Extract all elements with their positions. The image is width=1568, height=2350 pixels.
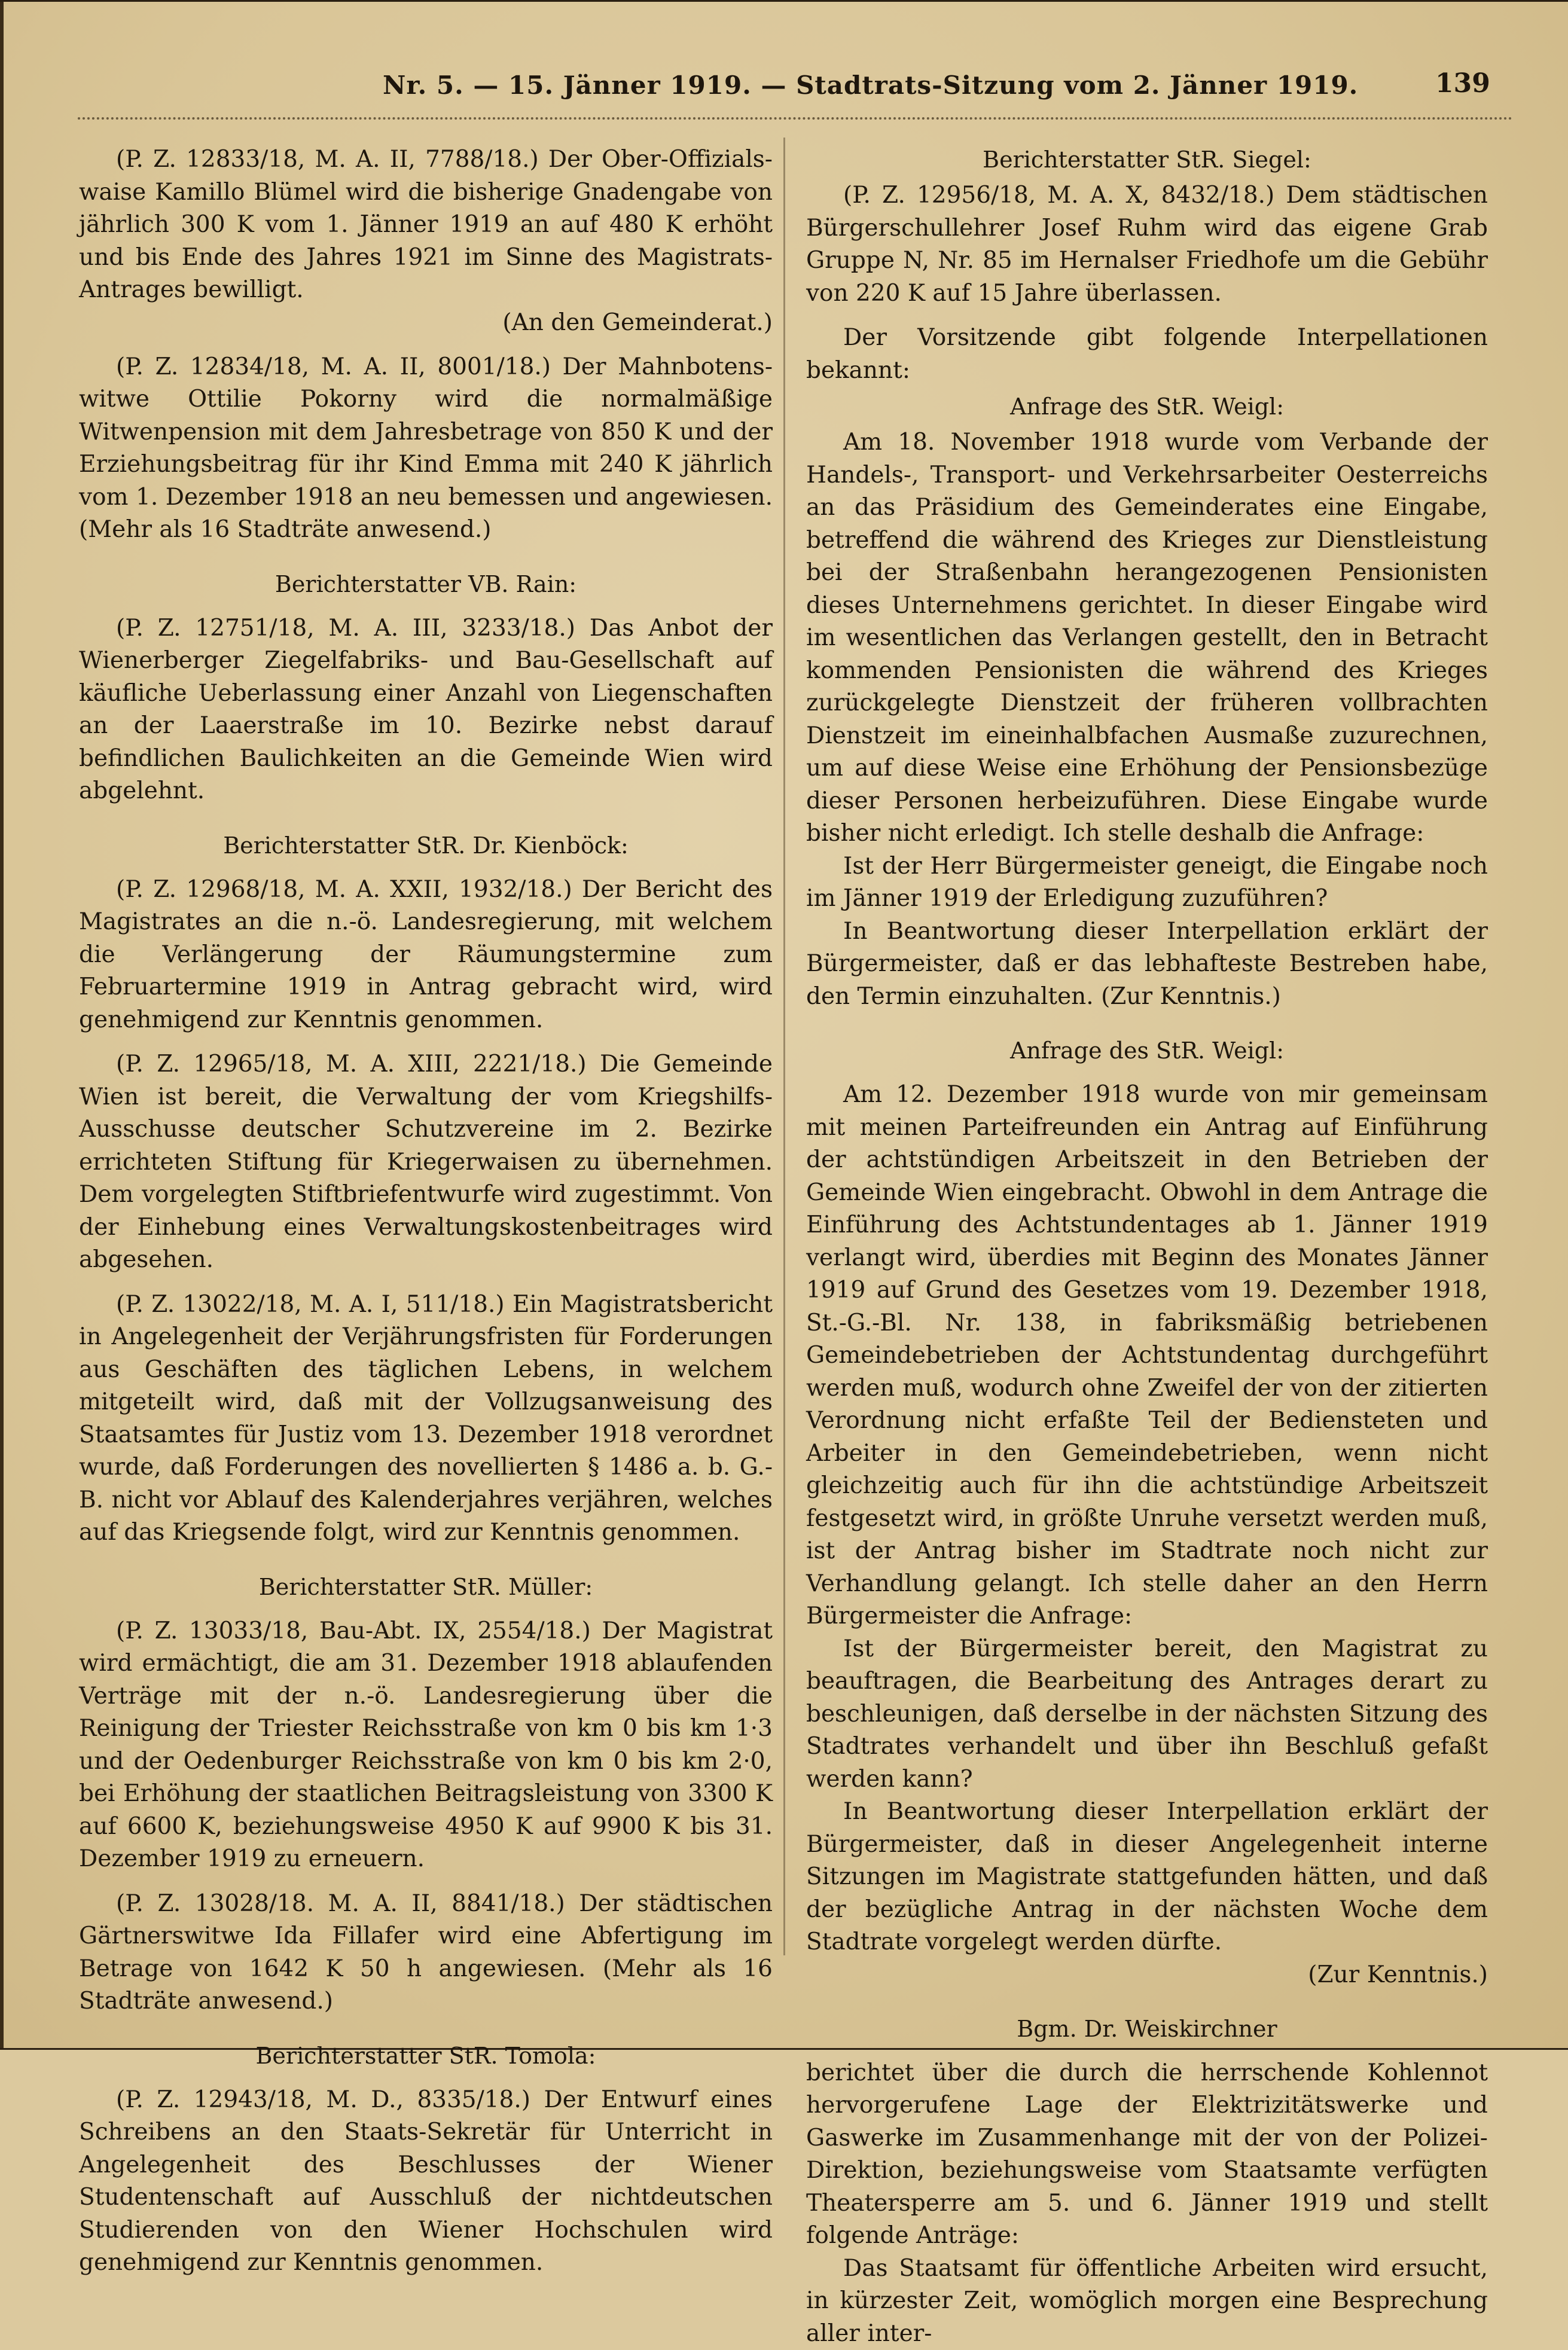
item-12943: (P. Z. 12943/18, M. D., 8335/18.) Der Entwurf eines Schreibens an den Staats-Sekretär für Unterricht in Angelegenheit des Beschlusses der Wiener Studentenschaft auf Ausschluß der nichtdeutschen Studierenden von den Wiener Hochschulen wird genehmigend zur Kenntnis genommen. (79, 2084, 773, 2279)
heading-inquiry-weigl-1: Anfrage des StR. Weigl: (806, 390, 1488, 423)
scan-top-edge (0, 0, 1568, 2)
heading-rapporteur-tomola: Berichterstatter StR. Tomola: (79, 2040, 773, 2072)
note-gemeinderat: (An den Gemeinderat.) (79, 307, 773, 339)
item-13028: (P. Z. 13028/18. M. A. II, 8841/18.) Der städtischen Gärtnerswitwe Ida Fillafer wird eine Abfertigung im Betrage von 1642 K 50 h angewiesen. (Mehr als 16 Stadträte anwesend.) (79, 1888, 773, 2018)
heading-rapporteur-siegel: Berichterstatter StR. Siegel: (806, 144, 1488, 176)
inquiry-1-question: Ist der Herr Bürgermeister geneigt, die Eingabe noch im Jänner 1919 der Erledigung zuzuführen? (806, 850, 1488, 915)
running-header: Nr. 5. — 15. Jänner 1919. — Stadtrats-Sitzung vom 2. Jänner 1919. (383, 71, 1411, 106)
item-12834: (P. Z. 12834/18, M. A. II, 8001/18.) Der Mahnbotens-witwe Ottilie Pokorny wird die normalmäßige Witwenpension mit dem Jahresbetrage von 850 K und der Erziehungsbeitrag für ihr Kind Emma mit 240 K jährlich vom 1. Dezember 1918 an neu bemessen und angewiesen. (Mehr als 16 Stadträte anwesend.) (79, 351, 773, 547)
item-13033: (P. Z. 13033/18, Bau-Abt. IX, 2554/18.) Der Magistrat wird ermächtigt, die am 31. Dezember 1918 ablaufenden Verträge mit der n.-ö. Landesregierung über die Reinigung der Triester Reichsstraße von km 0 bis km 1·3 und der Oedenburger Reichsstraße von km 0 bis km 2·0, bei Erhöhung der staatlichen Beitragsleistung von 3300 K auf 6600 K, beziehungsweise 4950 K auf 9900 K bis 31. Dezember 1919 zu erneuern. (79, 1615, 773, 1876)
inquiry-2-question: Ist der Bürgermeister bereit, den Magistrat zu beauftragen, die Bearbeitung des Antrages derart zu beschleunigen, daß derselbe in der nächsten Sitzung des Stadtrates verhandelt und über ihn Beschluß gefaßt werden kann? (806, 1633, 1488, 1796)
note-zur-kenntnis: (Zur Kenntnis.) (806, 1959, 1488, 1991)
motion-staatsamt: Das Staatsamt für öffentliche Arbeiten wird ersucht, in kürzester Zeit, womöglich morgen eine Besprechung aller inter- (806, 2253, 1488, 2350)
inquiry-1-text: Am 18. November 1918 wurde vom Verbande der Handels-, Transport- und Verkehrsarbeiter Oesterreichs an das Präsidium des Gemeinderates eine Eingabe, betreffend die während des Krieges zur Dienstleistung bei der Straßenbahn herangezogenen Pensionisten dieses Unternehmens gerichtet. In dieser Eingabe wird im wesentlichen das Verlangen gestellt, den in Betracht kommenden Pensionisten die während des Krieges zurückgelegte Dienstzeit der früheren vollbrachten Dienstzeit im eineinhalbfachen Ausmaße zuzurechnen, um auf diese Weise eine Erhöhung der Pensionsbezüge dieser Personen herbeizuführen. Diese Eingabe wurde bisher nicht erledigt. Ich stelle deshalb die Anfrage: (806, 426, 1488, 850)
inquiry-1-answer: In Beantwortung dieser Interpellation erklärt der Bürgermeister, daß er das lebhafteste Bestreben habe, den Termin einzuhalten. (Zur Kenntnis.) (806, 915, 1488, 1014)
heading-rapporteur-rain: Berichterstatter VB. Rain: (79, 568, 773, 600)
item-12833: (P. Z. 12833/18, M. A. II, 7788/18.) Der Ober-Offizials-waise Kamillo Blümel wird die bisherige Gnadengabe von jährlich 300 K vom 1. Jänner 1919 an auf 480 K erhöht und bis Ende des Jahres 1921 im Sinne des Magistrats-Antrages bewilligt. (79, 144, 773, 307)
inquiry-2-text: Am 12. Dezember 1918 wurde von mir gemeinsam mit meinen Parteifreunden ein Antrag auf Einführung der achtstündigen Arbeitszeit in den Betrieben der Gemeinde Wien eingebracht. Obwohl in dem Antrage die Einführung des Achtstundentages ab 1. Jänner 1919 verlangt wird, überdies mit Beginn des Monates Jänner 1919 auf Grund des Gesetzes vom 19. Dezember 1918, St.-G.-Bl. Nr. 138, in fabriksmäßig betriebenen Gemeindebetrieben der Achtstundentag durchgeführt werden muß, wodurch ohne Zweifel der von der zitierten Verordnung nicht erfaßte Teil der Bediensteten und Arbeiter in den Gemeindebetrieben, wenn nicht gleichzeitig auch für ihn die achtstündige Arbeitszeit festgesetzt wird, in größte Unruhe versetzt werden muß, ist der Antrag bisher im Stadtrate noch nicht zur Verhandlung gelangt. Ich stelle daher an den Herrn Bürgermeister die Anfrage: (806, 1079, 1488, 1633)
scan-left-edge (0, 0, 4, 2050)
item-12956: (P. Z. 12956/18, M. A. X, 8432/18.) Dem städtischen Bürgerschullehrer Josef Ruhm wird das eigene Grab Gruppe N, Nr. 85 im Hernalser Friedhofe um die Gebühr von 220 K auf 15 Jahre überlassen. (806, 179, 1488, 310)
item-12751: (P. Z. 12751/18, M. A. III, 3233/18.) Das Anbot der Wienerberger Ziegelfabriks- und Bau-Gesellschaft auf käufliche Ueberlassung einer Anzahl von Liegenschaften an der Laaerstraße im 10. Bezirke nebst darauf befindlichen Baulichkeiten an die Gemeinde Wien wird abgelehnt. (79, 612, 773, 808)
item-13022: (P. Z. 13022/18, M. A. I, 511/18.) Ein Magistratsbericht in Angelegenheit der Verjährungsfristen für Forderungen aus Geschäften des täglichen Lebens, in welchem mitgeteilt wird, daß mit der Vollzugsanweisung des Staatsamtes für Justiz vom 13. Dezember 1918 verordnet wurde, daß Forderungen des novellierten § 1486 a. b. G.-B. nicht vor Ablauf des Kalenderjahres verjähren, welches auf das Kriegsende folgt, wird zur Kenntnis genommen. (79, 1289, 773, 1549)
inquiry-2-answer: In Beantwortung dieser Interpellation erklärt der Bürgermeister, daß in dieser Angelegenheit interne Sitzungen im Magistrate stattgefunden hätten, und daß der bezügliche Antrag in der nächsten Woche dem Stadtrate vorgelegt werden dürfte. (806, 1796, 1488, 1959)
page-number: 139 (1435, 68, 1490, 99)
item-12968: (P. Z. 12968/18, M. A. XXII, 1932/18.) Der Bericht des Magistrates an die n.-ö. Landesregierung, mit welchem die Verlängerung der Räumungstermine zum Februartermine 1919 in Antrag gebracht wird, wird genehmigend zur Kenntnis genommen. (79, 874, 773, 1037)
heading-inquiry-weigl-2: Anfrage des StR. Weigl: (806, 1034, 1488, 1067)
column-divider (783, 138, 785, 1955)
right-column (806, 144, 1488, 2350)
chair-announcement: Der Vorsitzende gibt folgende Interpellationen bekannt: (806, 322, 1488, 387)
heading-rapporteur-mueller: Berichterstatter StR. Müller: (79, 1571, 773, 1603)
header-rule (78, 117, 1513, 120)
left-column (79, 144, 773, 2279)
item-12965: (P. Z. 12965/18, M. A. XIII, 2221/18.) Die Gemeinde Wien ist bereit, die Verwaltung der vom Kriegshilfs-Ausschusse deutscher Schutzvereine im 2. Bezirke errichteten Stiftung für Kriegerwaisen zu übernehmen. Dem vorgelegten Stiftbriefentwurfe wird zugestimmt. Von der Einhebung eines Verwaltungskostenbeitrages wird abgesehen. (79, 1048, 773, 1277)
heading-rapporteur-kienboeck: Berichterstatter StR. Dr. Kienböck: (79, 829, 773, 862)
heading-mayor-weiskirchner: Bgm. Dr. Weiskirchner (806, 2013, 1488, 2045)
mayor-report: berichtet über die durch die herrschende Kohlennot hervorgerufene Lage der Elektrizitätswerke und Gaswerke im Zusammenhange mit der von der Polizei-Direktion, beziehungsweise vom Staatsamte verfügten Theatersperre am 5. und 6. Jänner 1919 und stellt folgende Anträge: (806, 2057, 1488, 2253)
